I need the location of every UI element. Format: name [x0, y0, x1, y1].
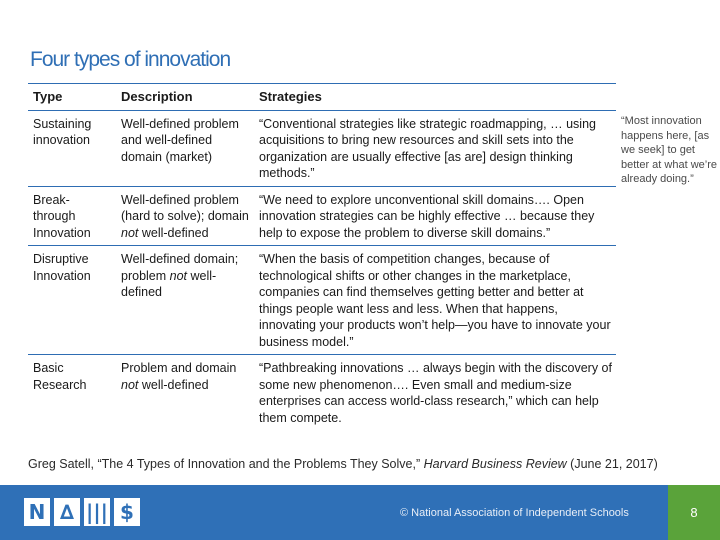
description-text: well-defined	[138, 225, 209, 240]
description-emphasis: not	[169, 268, 188, 283]
description-text: Well-defined domain; problem	[121, 252, 239, 283]
citation-text: Greg Satell, “The 4 Types of Innovation and the Problems They Solve,”	[28, 457, 424, 471]
logo-letter: ∆	[54, 498, 80, 526]
row-description	[116, 110, 254, 186]
header-strategies: Strategies	[259, 89, 322, 104]
row-strategy: “When the basis of competition changes, because of technological shifts or other changes in the marketplace, companies can find themselves getting better and better at things people want less and less. When that happens, innovating your products won’t help—you have to innovate your business model.”	[259, 252, 611, 349]
row-type: Disruptive Innovation	[33, 252, 91, 283]
description-text: Problem and domain	[121, 361, 237, 375]
logo-letter: $	[114, 498, 140, 526]
innovation-table	[28, 83, 616, 430]
table-row	[28, 246, 616, 355]
logo-letter: N	[24, 498, 50, 526]
description-text: well-defined	[121, 268, 217, 299]
row-description	[116, 355, 254, 431]
slide-title: Four types of innovation	[30, 48, 231, 71]
description-text: well-defined	[138, 377, 209, 392]
table-row	[28, 110, 616, 186]
row-strategy: “Pathbreaking innovations … always begin with the discovery of some new phenomenon…. Even small and medium-size enterprises can access world-class research,” which can help them compete.	[259, 361, 612, 425]
row-type: Break-through Innovation	[33, 192, 91, 240]
header-type: Type	[33, 89, 63, 104]
header-description: Description	[121, 89, 193, 104]
row-type: Sustaining innovation	[33, 116, 92, 147]
row-description	[116, 246, 254, 355]
description-emphasis: not	[121, 377, 139, 392]
citation-date: (June 21, 2017)	[566, 457, 658, 471]
row-strategy: “Conventional strategies like strategic roadmapping, … using acquisitions to bring new resources and skill sets into the organization are usually effective [as are] design thinking methods.”	[259, 116, 596, 180]
description-text: Well-defined problem and well-defined domain (market)	[121, 116, 239, 164]
row-strategy: “We need to explore unconventional skill domains…. Open innovation strategies can be highly effective … because they help to expose the problem to diverse skill domains.”	[259, 192, 595, 240]
description-emphasis: not	[121, 225, 139, 240]
table-header-row	[28, 84, 616, 111]
citation	[28, 456, 668, 472]
table-row	[28, 186, 616, 246]
citation-publication: Harvard Business Review	[423, 457, 567, 471]
row-description	[116, 186, 254, 246]
side-quote: “Most innovation happens here, [as we seek] to get better at what we’re already doing.”	[621, 115, 717, 185]
row-type: Basic Research	[33, 361, 87, 392]
logo-letter: |||	[84, 498, 110, 526]
nais-logo	[24, 498, 140, 526]
copyright-text: © National Association of Independent Schools	[400, 507, 629, 519]
table-row	[28, 355, 616, 431]
footer-bar	[0, 485, 720, 540]
description-text: Well-defined problem (hard to solve); domain	[121, 192, 249, 223]
page-number: 8	[668, 485, 720, 540]
